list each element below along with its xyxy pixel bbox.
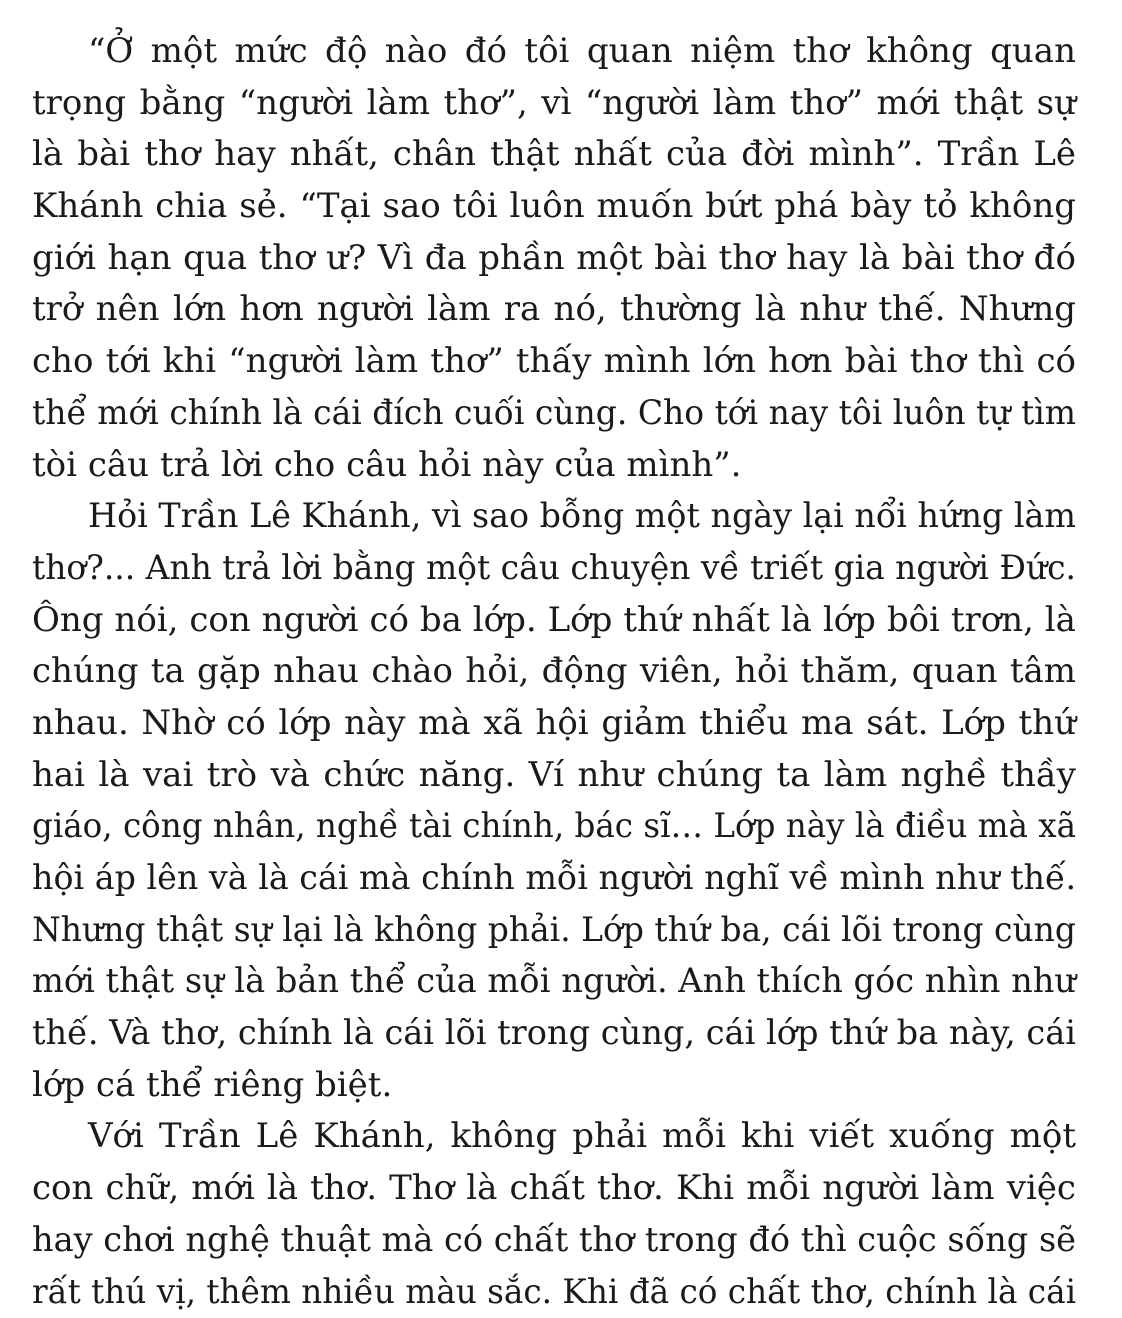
text-line: “Ở một mức độ nào đó tôi quan niệm thơ không quan (32, 26, 1076, 78)
text-line: mới thật sự là bản thể của mỗi người. Anh thích góc nhìn như (32, 956, 1076, 1008)
text-line: Nhưng thật sự lại là không phải. Lớp thứ ba, cái lõi trong cùng (32, 905, 1076, 957)
text-line: lớp cá thể riêng biệt. (32, 1060, 1076, 1112)
text-line: tòi câu trả lời cho câu hỏi này của mình”. (32, 440, 1076, 492)
text-line: hội áp lên và là cái mà chính mỗi người nghĩ về mình như thế. (32, 853, 1076, 905)
text-line: Ông nói, con người có ba lớp. Lớp thứ nhất là lớp bôi trơn, là (32, 595, 1076, 647)
text-line: cho tới khi “người làm thơ” thấy mình lớn hơn bài thơ thì có (32, 336, 1076, 388)
text-line: là bài thơ hay nhất, chân thật nhất của đời mình”. Trần Lê (32, 129, 1076, 181)
text-line: chúng ta gặp nhau chào hỏi, động viên, hỏi thăm, quan tâm (32, 646, 1076, 698)
text-line: trọng bằng “người làm thơ”, vì “người làm thơ” mới thật sự (32, 78, 1076, 130)
text-line: thể mới chính là cái đích cuối cùng. Cho tới nay tôi luôn tự tìm (32, 388, 1076, 440)
text-line: thế. Và thơ, chính là cái lõi trong cùng, cái lớp thứ ba này, cái (32, 1008, 1076, 1060)
text-line: Với Trần Lê Khánh, không phải mỗi khi viết xuống một (32, 1111, 1076, 1163)
text-line: nhau. Nhờ có lớp này mà xã hội giảm thiểu ma sát. Lớp thứ (32, 698, 1076, 750)
text-line: trở nên lớn hơn người làm ra nó, thường là như thế. Nhưng (32, 284, 1076, 336)
paragraph-1 (32, 26, 1076, 491)
text-line: hai là vai trò và chức năng. Ví như chúng ta làm nghề thầy (32, 750, 1076, 802)
text-line: giới hạn qua thơ ư? Vì đa phần một bài thơ hay là bài thơ đó (32, 233, 1076, 285)
text-line: Khánh chia sẻ. “Tại sao tôi luôn muốn bứt phá bày tỏ không (32, 181, 1076, 233)
text-line: hay chơi nghệ thuật mà có chất thơ trong đó thì cuộc sống sẽ (32, 1215, 1076, 1267)
document-page (32, 26, 1076, 1288)
text-line: thơ?... Anh trả lời bằng một câu chuyện về triết gia người Đức. (32, 543, 1076, 595)
text-line: rất thú vị, thêm nhiều màu sắc. Khi đã có chất thơ, chính là cái (32, 1267, 1076, 1318)
text-line: Hỏi Trần Lê Khánh, vì sao bỗng một ngày lại nổi hứng làm (32, 491, 1076, 543)
paragraph-3 (32, 1111, 1076, 1318)
paragraph-2 (32, 491, 1076, 1111)
text-line: giáo, công nhân, nghề tài chính, bác sĩ… Lớp này là điều mà xã (32, 801, 1076, 853)
text-line: con chữ, mới là thơ. Thơ là chất thơ. Khi mỗi người làm việc (32, 1163, 1076, 1215)
